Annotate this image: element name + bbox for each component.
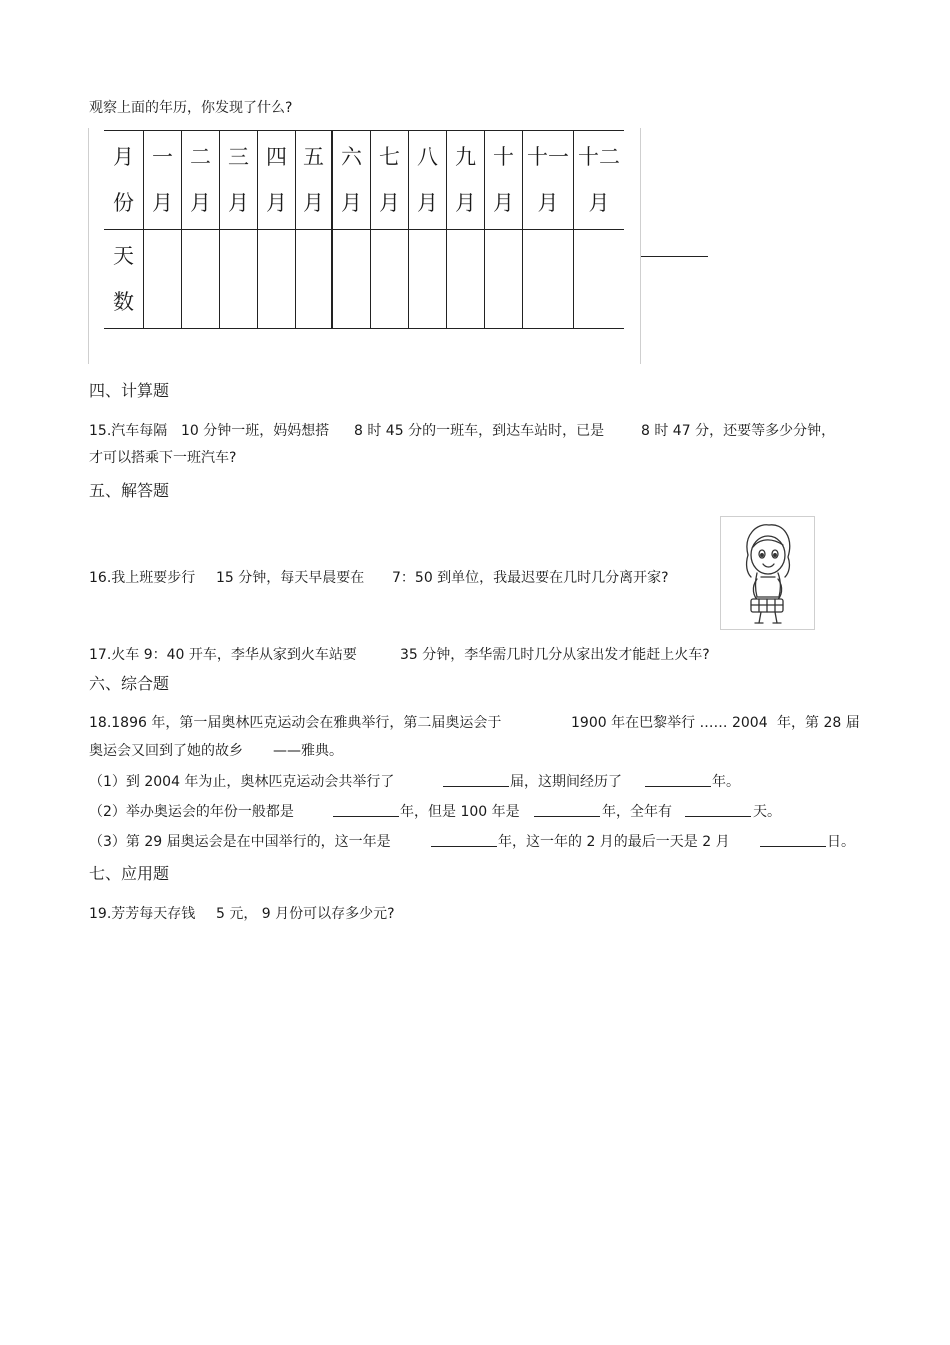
q18-p3-text-a: （3）第 29 届奥运会是在中国举行的，这一年是	[89, 834, 391, 850]
q18-p2-text-b: 年，但是 100 年是	[400, 804, 520, 820]
q18-p3-blank-2[interactable]	[760, 846, 826, 847]
q18-part-b: 1900 年在巴黎举行 …… 2004	[571, 715, 768, 731]
month-cell-1: 一 月	[152, 144, 173, 215]
q18-p1-text-a: （1）到 2004 年为止，奥林匹克运动会共举行了	[89, 774, 395, 790]
q16-part-c: 7：50 到单位，我最迟要在几时几分离开家?	[392, 570, 669, 586]
month-cell-11: 十一 月	[527, 144, 569, 215]
q18-p3-text-b: 年，这一年的 2 月的最后一天是 2 月	[498, 834, 730, 850]
girl-with-basket-icon	[721, 517, 814, 629]
q18-p2-text-c: 年，全年有	[602, 804, 672, 820]
calendar-table	[88, 128, 641, 364]
q18-p1-blank-1[interactable]	[443, 786, 509, 787]
q15-part-a: 15.汽车每隔	[89, 423, 168, 439]
q18-p3-text-c: 日。	[827, 834, 855, 850]
answer-blank-calendar[interactable]	[641, 256, 708, 257]
q15-part-c: 8 时 45 分的一班车，到达车站时，已是	[354, 423, 605, 439]
q17-part-b: 35 分钟，李华需几时几分从家出发才能赶上火车?	[400, 647, 710, 663]
q18-p2-blank-2[interactable]	[534, 816, 600, 817]
q15-line2: 才可以搭乘下一班汽车?	[89, 450, 237, 466]
month-cell-10: 十 月	[493, 144, 514, 215]
section-4-heading: 四、计算题	[89, 381, 170, 400]
q16-part-b: 15 分钟，每天早晨要在	[216, 570, 365, 586]
month-cell-4: 四 月	[266, 144, 287, 215]
q18-part-a: 18.1896 年，第一届奥林匹克运动会在雅典举行，第二届奥运会于	[89, 715, 502, 731]
section-7-heading: 七、应用题	[89, 864, 170, 883]
month-cell-12: 十二 月	[578, 144, 620, 215]
section-5-heading: 五、解答题	[89, 481, 170, 500]
q18-p2-text-d: 天。	[753, 804, 781, 820]
month-cell-5: 五 月	[303, 144, 324, 215]
month-cell-6: 六 月	[341, 144, 362, 215]
q18-p2-blank-1[interactable]	[333, 816, 399, 817]
q19-part-a: 19.芳芳每天存钱	[89, 906, 196, 922]
row-header-days: 天 数	[113, 243, 134, 314]
q18-p3-blank-1[interactable]	[431, 846, 497, 847]
girl-illustration	[720, 516, 815, 630]
q19-part-b: 5 元， 9 月份可以存多少元?	[216, 906, 395, 922]
q18-line2b: ——雅典。	[273, 743, 343, 759]
q18-p1-blank-2[interactable]	[645, 786, 711, 787]
section-6-heading: 六、综合题	[89, 674, 170, 693]
q18-p2-blank-3[interactable]	[685, 816, 751, 817]
q15-part-b: 10 分钟一班，妈妈想搭	[181, 423, 330, 439]
q16-part-a: 16.我上班要步行	[89, 570, 196, 586]
intro-text: 观察上面的年历，你发现了什么?	[89, 100, 293, 116]
month-cell-9: 九 月	[455, 144, 476, 215]
month-cell-7: 七 月	[379, 144, 400, 215]
q18-part-c: 年，第 28 届	[777, 715, 860, 731]
month-cell-8: 八 月	[417, 144, 438, 215]
q18-p1-text-c: 年。	[712, 774, 740, 790]
q18-p2-text-a: （2）举办奥运会的年份一般都是	[89, 804, 294, 820]
q18-p1-text-b: 届，这期间经历了	[510, 774, 622, 790]
month-cell-2: 二 月	[190, 144, 211, 215]
q18-line2a: 奥运会又回到了她的故乡	[89, 743, 243, 759]
q17-part-a: 17.火车 9：40 开车，李华从家到火车站要	[89, 647, 357, 663]
row-header-month: 月 份	[113, 144, 134, 215]
q15-part-d: 8 时 47 分，还要等多少分钟，	[641, 423, 836, 439]
month-cell-3: 三 月	[228, 144, 249, 215]
